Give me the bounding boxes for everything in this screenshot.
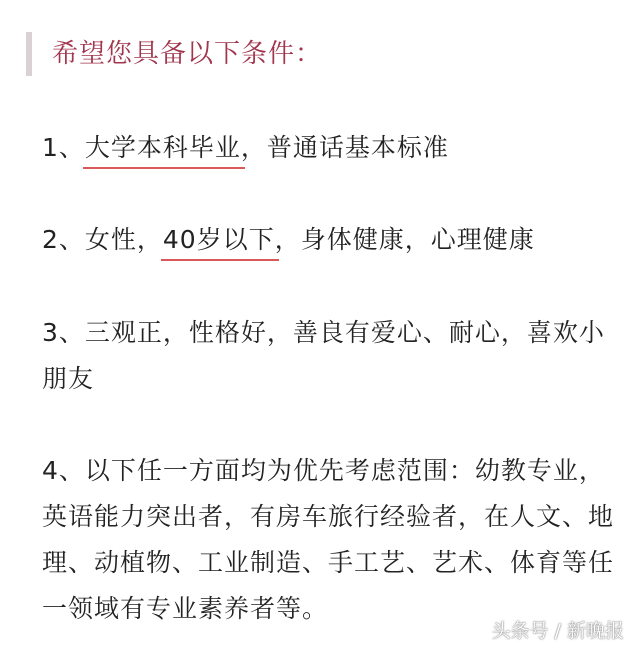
heading-accent-bar: [26, 32, 32, 76]
item-text: ，普通话基本标准: [240, 133, 449, 162]
source-watermark: 头条号 / 新晚报: [491, 620, 624, 642]
item-prefix: 2、女性，: [42, 225, 163, 254]
requirement-item-3: 3、三观正，性格好，善良有爱心、耐心，喜欢小朋友: [42, 318, 605, 393]
underlined-highlight: 40岁以下: [163, 217, 275, 263]
section-heading: 希望您具备以下条件：: [52, 39, 323, 69]
item-prefix: 1、: [42, 133, 85, 162]
requirement-item-2: [42, 217, 622, 263]
requirement-item-1: [42, 125, 622, 171]
underlined-highlight: 大学本科毕业: [85, 125, 241, 171]
item-text: ，身体健康，心理健康: [274, 225, 535, 254]
requirement-item-4: 4、以下任一方面均为优先考虑范围：幼教专业，英语能力突出者，有房车旅行经验者，在人文、地理、动植物、工业制造、手工艺、艺术、体育等任一领域有专业素养者等。: [42, 456, 615, 623]
